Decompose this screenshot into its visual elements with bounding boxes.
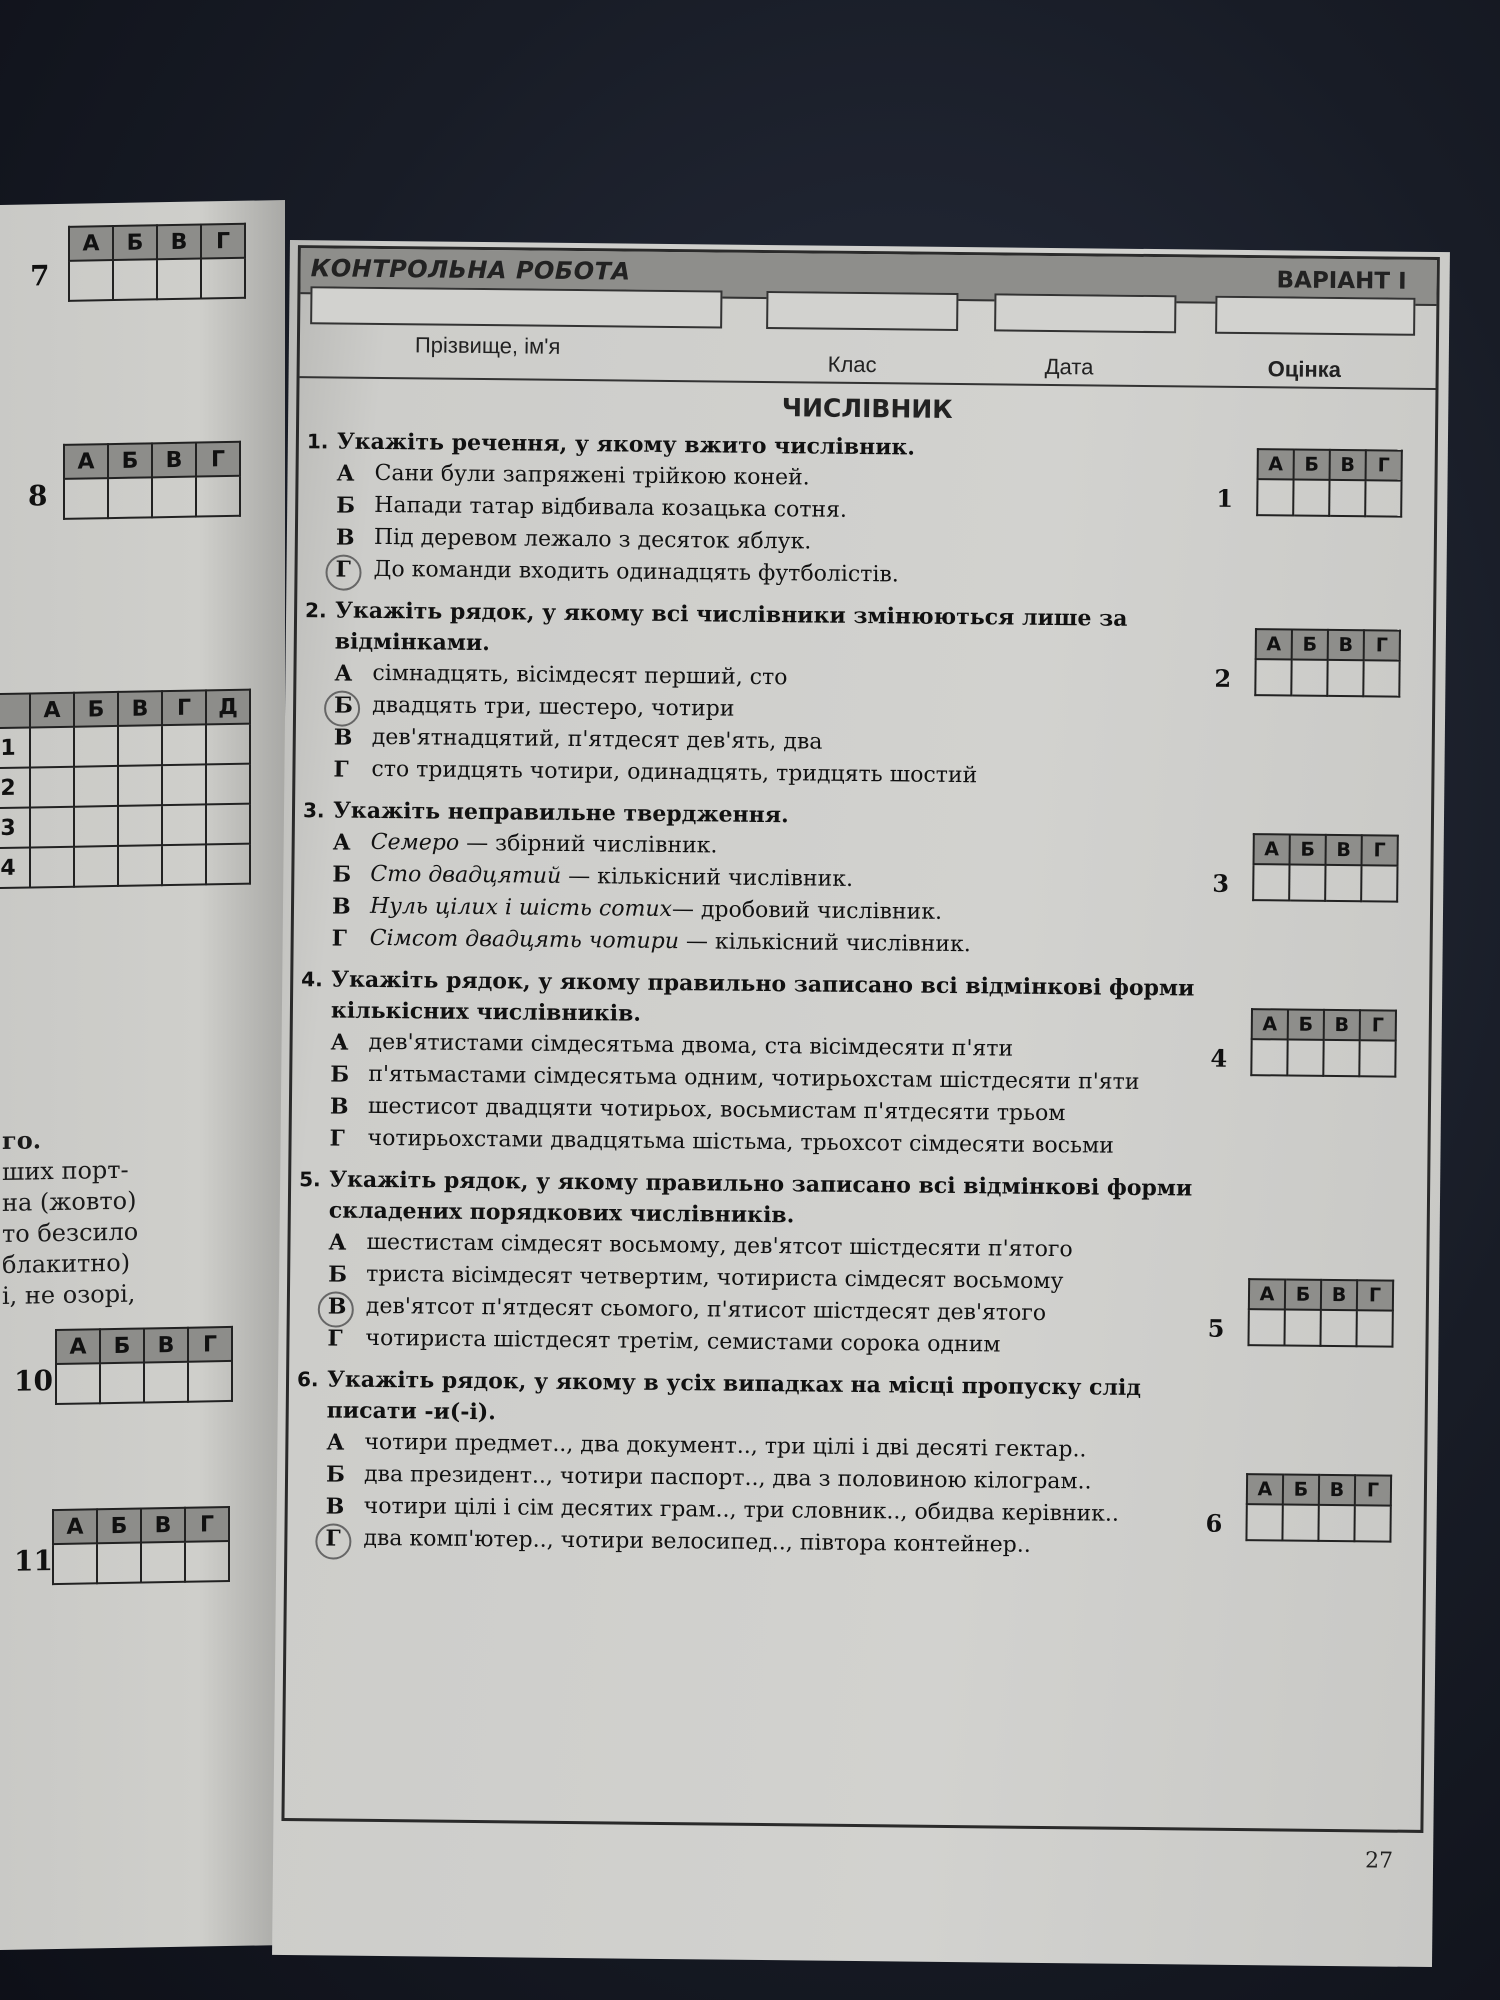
left-page-fragment: го. ших порт- на (жовто) то безсило блакитно) і, не озорі, <box>2 1125 139 1310</box>
class-label: Клас <box>827 351 877 378</box>
question-stem: Укажіть рядок, у якому правильно записано всі відмінкові форми складених порядкових числівників. <box>328 1166 1193 1229</box>
question <box>303 595 1235 795</box>
answer-grid-1: 1 А Б В Г <box>1256 448 1403 518</box>
answer-option[interactable]: Б Напади татар відбивала козацька сотня. <box>336 492 848 523</box>
answer-option[interactable]: Б триста вісімдесят четвертим, чотириста сімдесят восьмому <box>328 1261 1064 1295</box>
question <box>299 964 1231 1164</box>
question <box>295 1364 1227 1564</box>
date-label: Дата <box>1044 353 1094 380</box>
question <box>297 1164 1229 1364</box>
circled-option-letter: В <box>328 1290 366 1322</box>
answer-option[interactable]: А чотири предмет.., два документ.., три цілі і дві десяті гектар.. <box>326 1429 1087 1463</box>
question-list <box>295 426 1237 1574</box>
answer-option[interactable]: Г два комп'ютер.., чотири велосипед.., півтора контейнер.. <box>295 1522 1225 1564</box>
left-answer-grid: А Б В Г <box>55 1326 233 1405</box>
question-number: 2. <box>304 598 327 623</box>
circled-option-letter: Г <box>325 1522 363 1554</box>
name-field[interactable] <box>310 286 722 328</box>
variant-label: ВАРІАНТ I <box>1276 267 1407 295</box>
answer-option[interactable]: Г чотириста шістдесят третім, семистами сорока одним <box>327 1325 1001 1358</box>
answer-option[interactable]: Б Сто двадцятий — кількісний числівник. <box>332 861 854 892</box>
answer-option[interactable]: Б двадцять три, шестеро, чотири <box>304 689 1234 731</box>
answer-grid-3: 3 А Б В Г <box>1252 833 1399 903</box>
answer-option[interactable]: В Нуль цілих і шість сотих— дробовий числівник. <box>331 893 943 925</box>
answer-option[interactable]: А Семеро — збірний числівник. <box>332 829 718 859</box>
class-field[interactable] <box>766 291 958 331</box>
answer-option[interactable]: В чотири цілі і сім десятих грам.., три словник.., обидва керівник.. <box>325 1493 1120 1527</box>
answer-option[interactable]: А сімнадцять, вісімдесят перший, сто <box>334 660 788 691</box>
divider <box>300 376 1436 390</box>
answer-option[interactable]: В шестисот двадцяти чотирьох, восьмистам п'ятдесяти трьом <box>329 1093 1066 1127</box>
right-page <box>272 240 1450 1967</box>
grade-field[interactable] <box>1215 296 1415 336</box>
answer-option[interactable]: Г чотирьохстами двадцятьма шістьма, трьохсот сімдесяти восьми <box>329 1125 1114 1159</box>
name-label: Прізвище, ім'я <box>414 332 561 359</box>
circled-option-letter: Г <box>335 553 373 585</box>
question-stem: Укажіть речення, у якому вжито числівник. <box>336 428 916 461</box>
left-grid-number: 10 <box>14 1364 53 1398</box>
question <box>302 795 1234 964</box>
question-number: 6. <box>296 1367 319 1392</box>
answer-grid-2: 2 А Б В Г <box>1254 628 1401 698</box>
left-grid-number: 8 <box>28 479 48 513</box>
answer-option[interactable]: В дев'ятнадцятий, п'ятдесят дев'ять, два <box>333 724 823 755</box>
left-answer-grid: А Б В Г <box>52 1506 230 1585</box>
question-stem: Укажіть неправильне твердження. <box>332 797 789 829</box>
question-number: 5. <box>299 1167 321 1192</box>
answer-grid-4: 4 А Б В Г <box>1250 1008 1397 1078</box>
date-field[interactable] <box>994 293 1176 333</box>
test-frame <box>281 245 1439 1833</box>
left-grid-number: 11 <box>14 1544 53 1578</box>
circled-option-letter: Б <box>334 689 372 721</box>
question-number: 3. <box>302 798 325 823</box>
question-stem: Укажіть рядок, у якому правильно записано всі відмінкові форми кількісних числівників. <box>330 966 1195 1027</box>
left-answer-grid: А Б В Г <box>63 441 241 520</box>
question-number: 1. <box>306 429 329 454</box>
answer-option[interactable]: В дев'ятсот п'ятдесят сьомого, п'ятисот шістдесят дев'ятого <box>298 1290 1228 1332</box>
answer-option[interactable]: А Сани були запряжені трійкою коней. <box>336 460 810 491</box>
answer-option[interactable]: Б п'ятьмастами сімдесятьма одним, чотирьохстам шістдесяти п'яти <box>330 1061 1140 1095</box>
question-stem: Укажіть рядок, у якому всі числівники змінюються лише за відмінками. <box>334 597 1128 657</box>
left-page <box>0 200 285 1950</box>
answer-option[interactable]: В Під деревом лежало з десяток яблук. <box>335 524 812 555</box>
section-title: ЧИСЛІВНИК <box>781 393 953 424</box>
question-stem: Укажіть рядок, у якому в усіх випадках на місці пропуску слід писати -и(-і). <box>326 1366 1142 1426</box>
answer-grid-5: 5 А Б В Г <box>1247 1278 1394 1348</box>
answer-option[interactable]: Г До команди входить одинадцять футболістів. <box>305 553 1235 595</box>
page-number: 27 <box>1364 1848 1394 1874</box>
answer-option[interactable]: А дев'ятистами сімдесятьма двома, ста вісімдесяти п'яти <box>330 1029 1014 1062</box>
grade-label: Оцінка <box>1267 356 1342 383</box>
answer-grid-6: 6 А Б В Г <box>1245 1473 1392 1543</box>
question <box>305 426 1237 595</box>
answer-option[interactable]: Б два президент.., чотири паспорт.., два з половиною кілограм.. <box>325 1461 1092 1495</box>
answer-option[interactable]: Г Сімсот двадцять чотири — кількісний числівник. <box>331 925 971 958</box>
question-number: 4. <box>301 967 323 992</box>
left-matching-grid: А Б В Г Д 1 2 3 4 <box>0 689 251 890</box>
answer-option[interactable]: А шестистам сімдесят восьмому, дев'ятсот шістдесяти п'ятого <box>328 1229 1073 1263</box>
left-answer-grid: А Б В Г <box>68 223 246 302</box>
answer-option[interactable]: Г сто тридцять чотири, одинадцять, тридцять шостий <box>333 756 978 789</box>
test-title: КОНТРОЛЬНА РОБОТА <box>310 254 631 286</box>
left-grid-number: 7 <box>30 259 50 293</box>
